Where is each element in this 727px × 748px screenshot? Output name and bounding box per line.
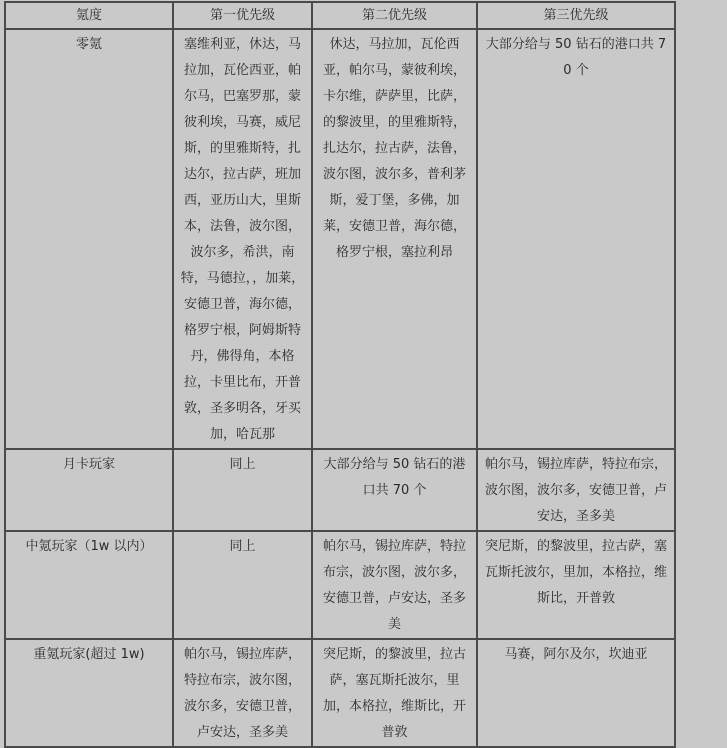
cell-first-priority: 塞维利亚，休达，马拉加，瓦伦西亚，帕尔马，巴塞罗那，蒙彼利埃，马赛，威尼斯，的里雅斯特，扎达尔，拉古萨，班加西，亚历山大，里斯本，法鲁，波尔图，波尔多，希洪，南特，马德拉，，加莱，安德卫普，海尔德，格罗宁根，阿姆斯特丹，佛得角，本格拉，卡里比布，开普敦，圣多明各，牙买加，哈瓦那 [173, 29, 312, 449]
header-spend-level: 氪度 [5, 2, 173, 29]
cell-second-priority: 休达，马拉加，瓦伦西亚，帕尔马，蒙彼利埃，卡尔维，萨萨里，比萨，的黎波里，的里雅斯特，扎达尔，拉古萨，法鲁，波尔图，波尔多，普利茅斯，爱丁堡，多佛，加莱，安德卫普，海尔德，格罗宁根，塞拉利昂 [312, 29, 477, 449]
cell-third-priority: 帕尔马，锡拉库萨，特拉布宗，波尔图，波尔多，安德卫普，卢安达，圣多美 [477, 449, 675, 531]
cell-third-priority: 马赛，阿尔及尔，坎迪亚 [477, 639, 675, 747]
cell-first-priority: 帕尔马，锡拉库萨，特拉布宗，波尔图，波尔多，安德卫普，卢安达，圣多美 [173, 639, 312, 747]
table-row-monthly-card [5, 449, 675, 531]
cell-second-priority: 突尼斯，的黎波里，拉古萨，塞瓦斯托波尔，里加，本格拉，维斯比，开普敦 [312, 639, 477, 747]
cell-level: 月卡玩家 [5, 449, 173, 531]
cell-level: 零氪 [5, 29, 173, 449]
table-header-row [5, 2, 675, 29]
priority-table-container [4, 1, 676, 748]
cell-third-priority: 大部分给与 50 钻石的港口共 70 个 [477, 29, 675, 449]
header-second-priority: 第二优先级 [312, 2, 477, 29]
cell-third-priority: 突尼斯，的黎波里，拉古萨，塞瓦斯托波尔，里加，本格拉，维斯比，开普敦 [477, 531, 675, 639]
cell-first-priority: 同上 [173, 531, 312, 639]
cell-first-priority: 同上 [173, 449, 312, 531]
table-row-zero-spend [5, 29, 675, 449]
cell-second-priority: 大部分给与 50 钻石的港口共 70 个 [312, 449, 477, 531]
cell-second-priority: 帕尔马，锡拉库萨，特拉布宗，波尔图，波尔多，安德卫普，卢安达，圣多美 [312, 531, 477, 639]
table-row-mid-spend [5, 531, 675, 639]
cell-level: 中氪玩家（1w 以内） [5, 531, 173, 639]
header-first-priority: 第一优先级 [173, 2, 312, 29]
table-row-heavy-spend [5, 639, 675, 747]
header-third-priority: 第三优先级 [477, 2, 675, 29]
priority-table [4, 1, 676, 748]
cell-level: 重氪玩家(超过 1w) [5, 639, 173, 747]
